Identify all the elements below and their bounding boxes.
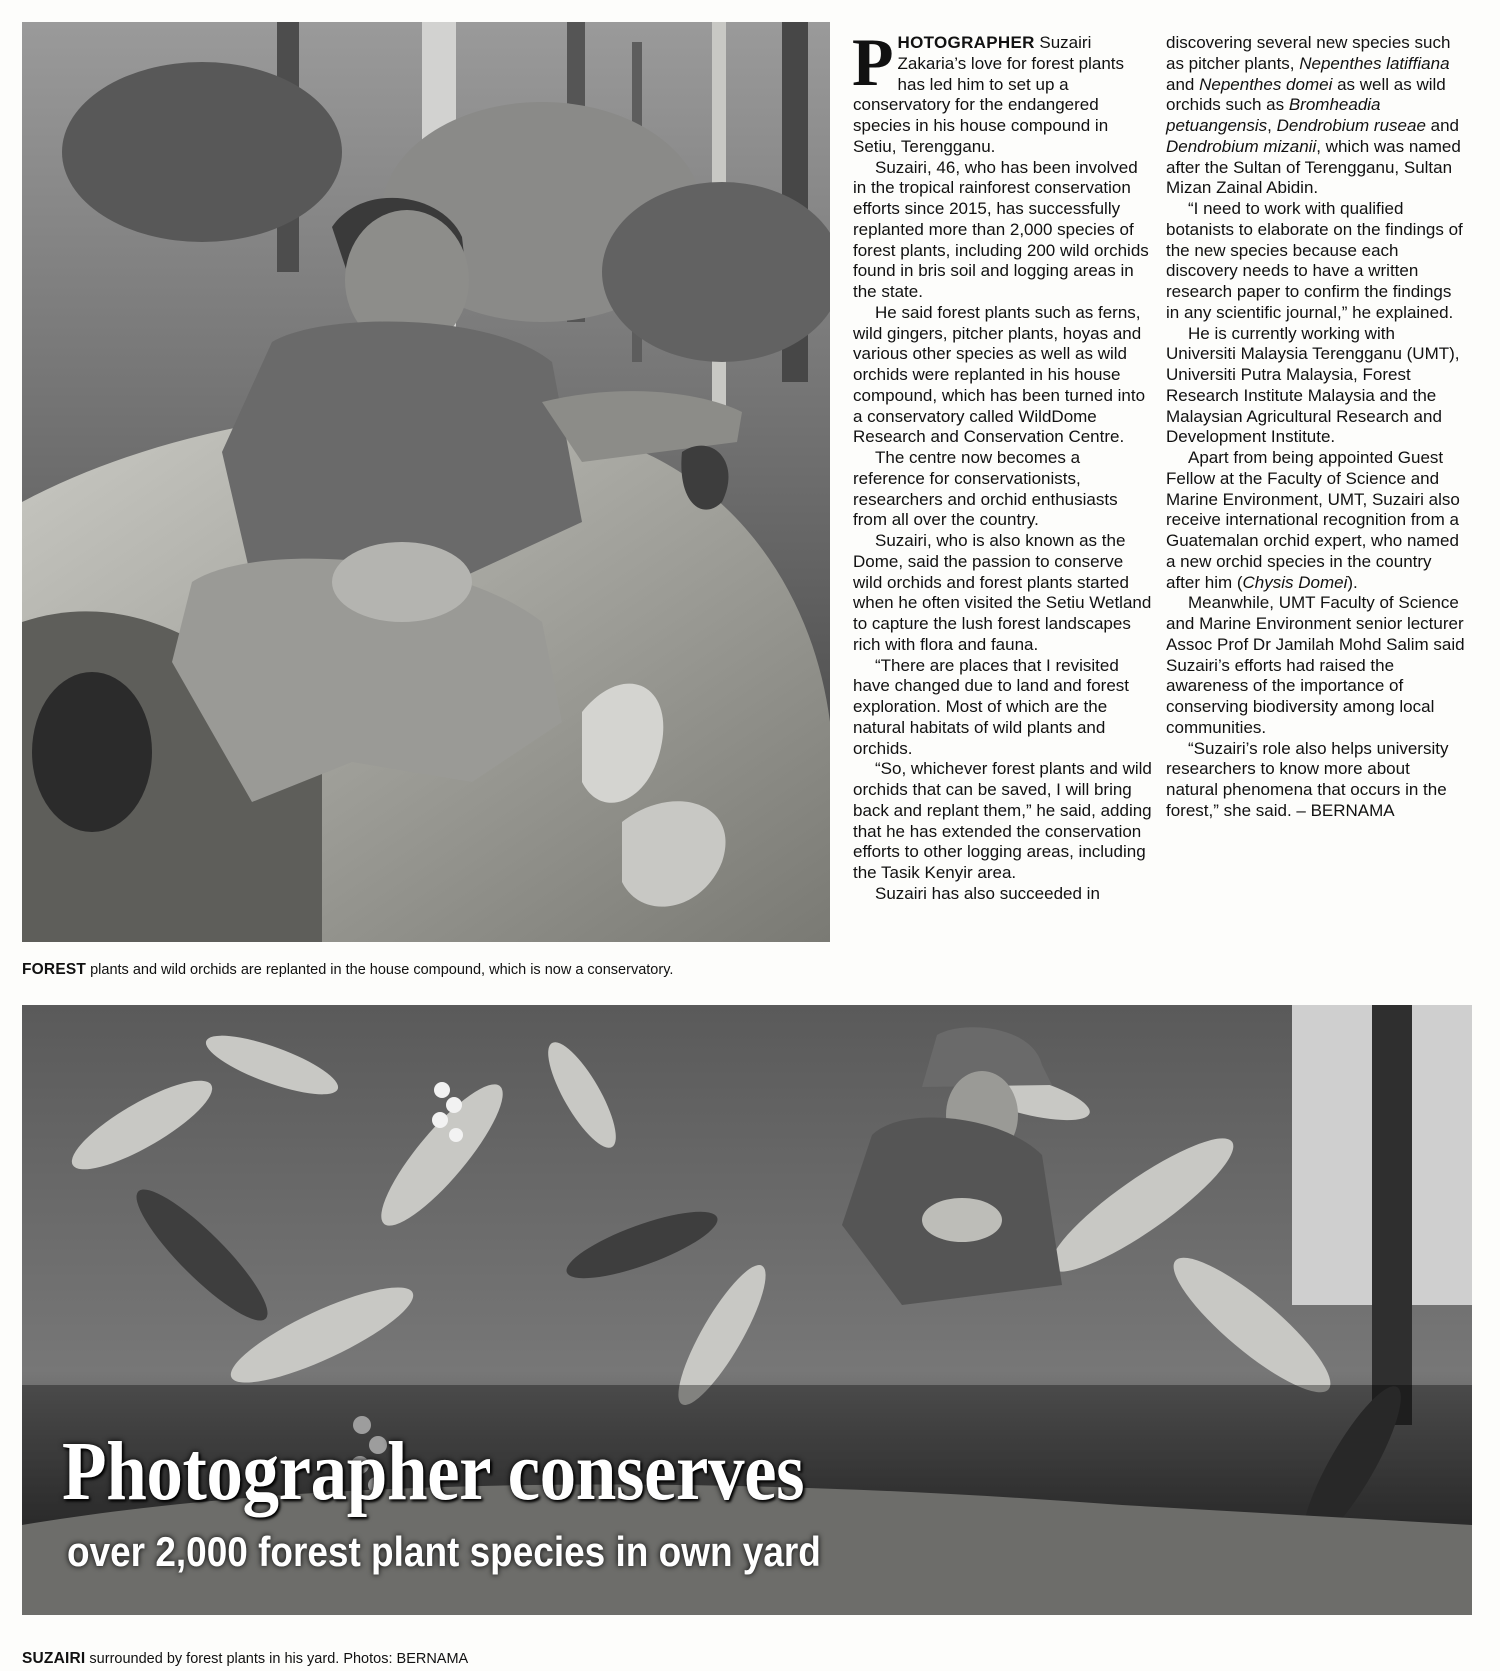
article-paragraph: discovering several new species such as pitcher plants, Nepenthes latiffiana and Nepenthes domei as well as wild orchids such as Bromheadia petuangensis, Dendrobium ruseae and Dendrobium mizanii, which was named after the Sultan of Terengganu, Sultan Mizan Zainal Abidin. bbox=[1166, 33, 1461, 198]
bottom-photo-caption: SUZAIRI surrounded by forest plants in his yard. Photos: BERNAMA bbox=[22, 1650, 469, 1667]
top-photo-caption: FOREST plants and wild orchids are replanted in the house compound, which is now a conservatory. bbox=[22, 961, 674, 978]
article-paragraph: Suzairi, who is also known as the Dome, said the passion to conserve wild orchids and forest plants started when he often visited the Setiu Wetland to capture the lush forest landscapes rich with flora and fauna. bbox=[853, 531, 1152, 654]
article-column-2 bbox=[1166, 33, 1466, 822]
article-paragraph: “I need to work with qualified botanists to elaborate on the findings of the new species because each discovery needs to have a written research paper to confirm the findings in any scientific journal,” he explained. bbox=[1166, 199, 1463, 322]
forest-scene-illustration bbox=[22, 22, 830, 942]
forest-photo-top bbox=[22, 22, 830, 942]
subheadline: over 2,000 forest plant species in own yard bbox=[67, 1528, 821, 1575]
article-paragraph: PHOTOGRAPHER Suzairi Zakaria’s love for forest plants has led him to set up a conservatory for the endangered species in his house compound in Setiu, Terengganu. bbox=[852, 24, 1125, 156]
forest-photo-bottom bbox=[22, 1005, 1472, 1615]
article-paragraph: He said forest plants such as ferns, wild gingers, pitcher plants, hoyas and various other species as well as wild orchids were replanted in his house compound, which has been turned into a conservatory called WildDome Research and Conservation Centre. bbox=[853, 302, 1146, 447]
article-paragraph: He is currently working with Universiti Malaysia Terengganu (UMT), Universiti Putra Malaysia, Forest Research Institute Malaysia and the Malaysian Agricultural Research and Development Institute. bbox=[1166, 323, 1460, 447]
article-paragraph: Suzairi, 46, who has been involved in the tropical rainforest conservation efforts since 2015, has successfully replanted more than 2,000 species of forest plants, including 200 wild orchids found in bris soil and logging areas in the state. bbox=[853, 157, 1149, 301]
article-paragraph: Meanwhile, UMT Faculty of Science and Marine Environment senior lecturer Assoc Prof Dr Jamilah Mohd Salim said Suzairi’s efforts had raised the awareness of the importance of conserving biodiversity among local communities. bbox=[1166, 593, 1465, 737]
article-paragraph: “So, whichever forest plants and wild orchids that can be saved, I will bring back and replant them,” he said, adding that he has extended the conservation efforts to other logging areas, including the Tasik Kenyir area. bbox=[853, 759, 1152, 882]
article-paragraph: “There are places that I revisited have changed due to land and forest exploration. Most of which are the natural habitats of wild plants and orchids. bbox=[853, 655, 1129, 758]
article-paragraph: The centre now becomes a reference for conservationists, researchers and orchid enthusiasts from all over the country. bbox=[853, 448, 1118, 530]
article-column-1 bbox=[852, 24, 1153, 905]
article-paragraph: “Suzairi’s role also helps university researchers to know more about natural phenomena that occurs in the forest,” she said. – BERNAMA bbox=[1166, 738, 1449, 820]
article-paragraph: Apart from being appointed Guest Fellow at the Faculty of Science and Marine Environment, UMT, Suzairi also receive international recognition from a Guatemalan orchid expert, who named a new orchid species in the country after him (Chysis Domei). bbox=[1166, 448, 1460, 592]
headline: Photographer conserves bbox=[62, 1425, 805, 1518]
article-paragraph: Suzairi has also succeeded in bbox=[875, 883, 1100, 903]
yard-scene-illustration bbox=[22, 1005, 1472, 1615]
drop-cap: P bbox=[852, 24, 894, 100]
